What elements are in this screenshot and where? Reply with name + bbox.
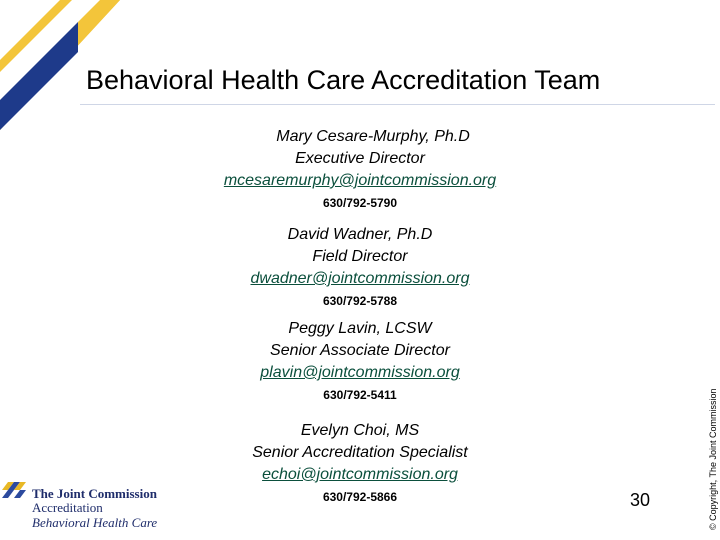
joint-commission-logo (0, 476, 175, 532)
member-role: Field Director (312, 248, 408, 265)
member-email[interactable]: mcesaremurphy@jointcommission.org (223, 172, 497, 189)
member-role: Senior Associate Director (270, 342, 450, 359)
member-role: Senior Accreditation Specialist (252, 444, 468, 461)
logo-line-2: Accreditation (32, 500, 103, 515)
team-member-1 (120, 126, 600, 211)
member-name: David Wadner, Ph.D (287, 226, 433, 243)
team-member-2 (120, 224, 600, 309)
member-email[interactable]: echoi@jointcommission.org (262, 466, 458, 483)
member-name: Evelyn Choi, MS (300, 422, 420, 439)
member-name: Mary Cesare-Murphy, Ph.D (276, 128, 470, 145)
team-member-4 (120, 420, 600, 505)
member-name: Peggy Lavin, LCSW (288, 320, 432, 337)
page-number: 30 (630, 490, 651, 510)
member-phone: 630/792-5411 (323, 388, 397, 402)
team-member-3 (120, 318, 600, 403)
member-email[interactable]: plavin@jointcommission.org (260, 364, 460, 381)
logo-mark-icon (2, 478, 30, 502)
logo-line-1: The Joint Commission (32, 486, 157, 501)
member-email[interactable]: dwadner@jointcommission.org (250, 270, 470, 287)
logo-text (32, 486, 157, 530)
slide-title: Behavioral Health Care Accreditation Team (86, 65, 601, 95)
member-phone: 630/792-5866 (322, 490, 398, 504)
member-phone: 630/792-5790 (322, 196, 398, 210)
logo-line-3: Behavioral Health Care (32, 515, 158, 530)
member-role: Executive Director (295, 150, 425, 167)
copyright-notice: © Copyright, The Joint Commission (708, 388, 718, 530)
title-divider (80, 104, 715, 105)
member-phone: 630/792-5788 (322, 294, 398, 308)
